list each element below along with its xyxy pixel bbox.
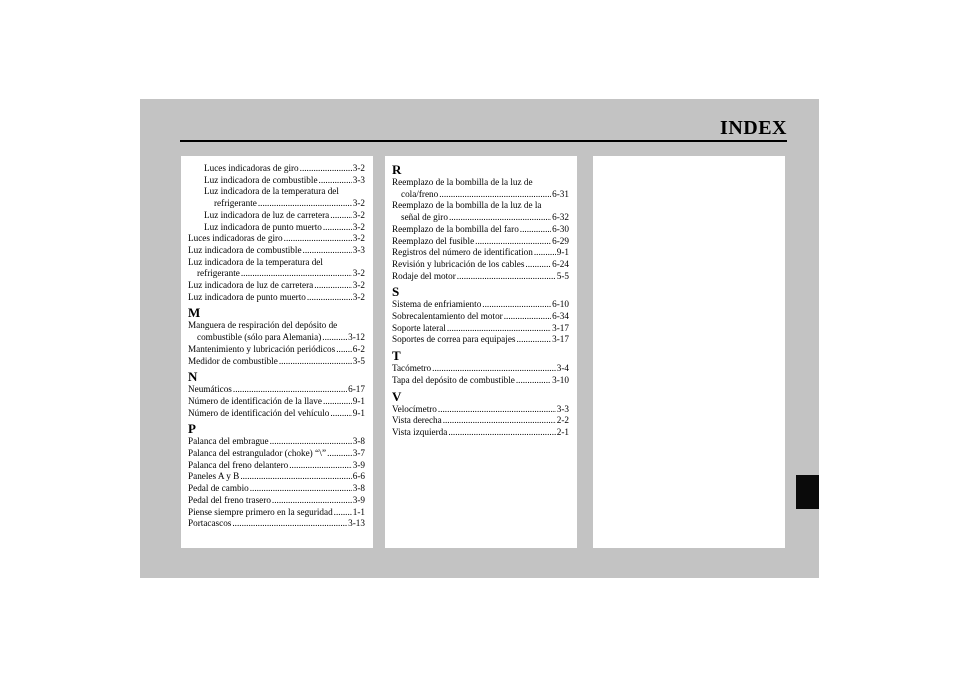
index-entry: Manguera de respiración del depósito de xyxy=(188,320,338,331)
index-entry: Reemplazo de la bombilla de la luz de xyxy=(392,177,533,187)
section-letter-n: N xyxy=(188,369,198,385)
section-letter-v: V xyxy=(392,388,402,404)
index-entry: Medidor de combustible ..... 3-5 xyxy=(188,356,365,368)
header-rule xyxy=(180,140,787,142)
index-entry: Revisión y lubricación de los cables ..... 6-24 xyxy=(392,259,569,271)
index-entry: Mantenimiento y lubricación periódicos ..... 6-2 xyxy=(188,344,365,356)
index-entry: Reemplazo del fusible ..... 6-29 xyxy=(392,236,569,248)
section-letter-s: S xyxy=(392,284,400,300)
index-entry: Luces indicadoras de giro ..... 3-2 xyxy=(188,163,365,175)
index-entry: Velocímetro ..... 3-3 xyxy=(392,404,569,416)
index-entry: Sobrecalentamiento del motor ..... 6-34 xyxy=(392,311,569,323)
index-entry: Reemplazo de la bombilla de la luz de la xyxy=(392,200,542,211)
index-entry: Rodaje del motor ..... 5-5 xyxy=(392,271,569,283)
index-entry-continuation: refrigerante ..... 3-2 xyxy=(188,198,365,210)
index-entry: Tacómetro ..... 3-4 xyxy=(392,363,569,375)
index-entry: Luz indicadora de combustible ..... 3-3 xyxy=(188,245,365,257)
index-entry: Reemplazo de la bombilla del faro ..... 6-30 xyxy=(392,224,569,236)
section-letter-p: P xyxy=(188,421,196,437)
index-entry: Luz indicadora de punto muerto ..... 3-2 xyxy=(188,222,365,234)
index-entry: Luz indicadora de combustible ..... 3-3 xyxy=(188,175,365,187)
section-letter-m: M xyxy=(188,305,201,321)
index-entry: Portacascos ..... 3-13 xyxy=(188,518,365,530)
index-entry: Luz indicadora de luz de carretera ..... 3-2 xyxy=(188,280,365,292)
index-entry: Pedal de cambio ..... 3-8 xyxy=(188,483,365,495)
section-letter-r: R xyxy=(392,162,402,177)
index-entry: Luces indicadoras de giro ..... 3-2 xyxy=(188,233,365,245)
index-entry: Número de identificación de la llave ..... 9-1 xyxy=(188,396,365,408)
index-entry-continuation: cola/freno ..... 6-31 xyxy=(392,189,569,201)
index-column-middle xyxy=(385,156,577,548)
index-entry: Vista derecha ..... 2-2 xyxy=(392,415,569,427)
index-entry: Neumáticos ..... 6-17 xyxy=(188,384,365,396)
index-entry: Luz indicadora de luz de carretera ..... 3-2 xyxy=(188,210,365,222)
index-entry: Piense siempre primero en la seguridad ..... 1-1 xyxy=(188,507,365,519)
index-entry: Sistema de enfriamiento ..... 6-10 xyxy=(392,299,569,311)
section-letter-t: T xyxy=(392,348,401,364)
index-entry: Palanca del freno delantero ..... 3-9 xyxy=(188,460,365,472)
index-entry-continuation: señal de giro ..... 6-32 xyxy=(392,212,569,224)
index-entry: Soportes de correa para equipajes ..... 3-17 xyxy=(392,334,569,346)
index-entry-continuation: combustible (sólo para Alemania) ..... 3-12 xyxy=(188,332,365,344)
index-entry: Pedal del freno trasero ..... 3-9 xyxy=(188,495,365,507)
index-entry: Luz indicadora de punto muerto ..... 3-2 xyxy=(188,292,365,304)
index-entry: Tapa del depósito de combustible ..... 3-10 xyxy=(392,375,569,387)
choke-symbol-icon: ⧵ xyxy=(319,448,323,459)
section-tab-marker xyxy=(796,475,819,509)
index-column-right xyxy=(593,156,785,548)
page-title: INDEX xyxy=(720,117,787,139)
index-entry: Vista izquierda ..... 2-1 xyxy=(392,427,569,439)
index-entry: Palanca del embrague ..... 3-8 xyxy=(188,436,365,448)
index-column-left xyxy=(181,156,373,548)
index-entry: Registros del número de identification ..... 9-1 xyxy=(392,247,569,259)
index-entry: Soporte lateral ..... 3-17 xyxy=(392,323,569,335)
index-entry: Número de identificación del vehículo ..... 9-1 xyxy=(188,408,365,420)
index-entry: Paneles A y B ..... 6-6 xyxy=(188,471,365,483)
index-entry: Palanca del estrangulador (choke) “⧵” ..... 3-7 xyxy=(188,448,365,460)
index-entry: Luz indicadora de la temperatura del xyxy=(188,256,323,267)
index-entry: Luz indicadora de la temperatura del xyxy=(204,186,339,197)
index-entry-continuation: refrigerante ..... 3-2 xyxy=(188,268,365,280)
index-page xyxy=(140,99,819,578)
